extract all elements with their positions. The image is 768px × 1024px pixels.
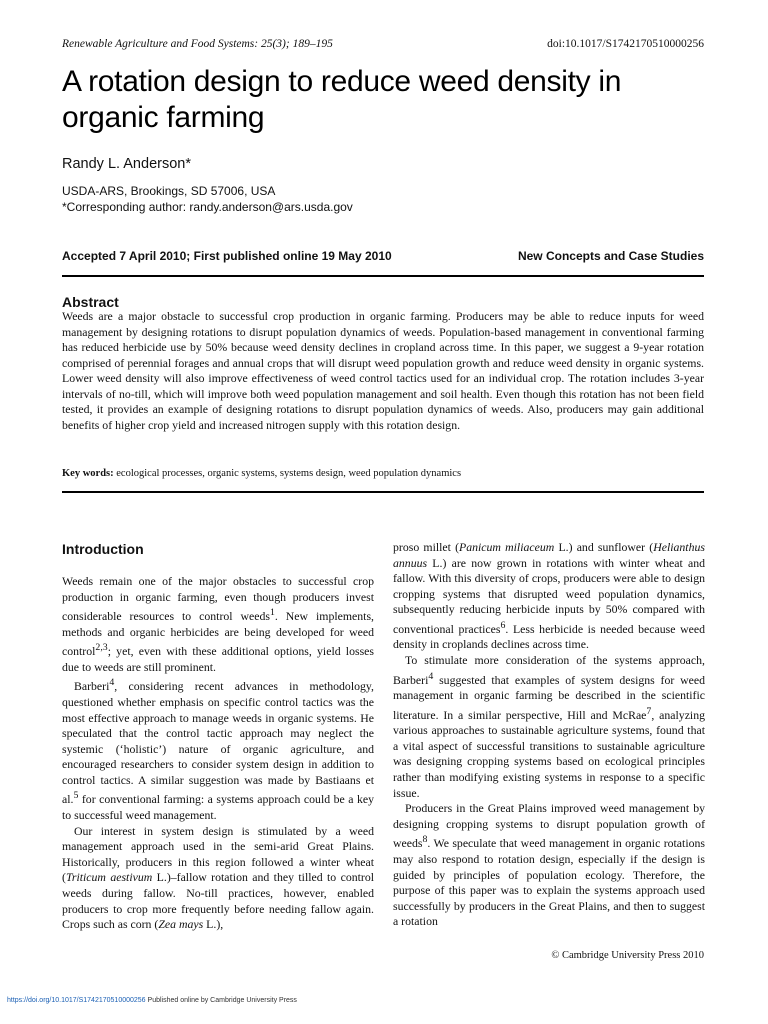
divider-top	[62, 275, 704, 277]
keywords	[62, 467, 704, 481]
paragraph: Barberi$^4$, considering recent advances in methodology, questioned whether emphasis on specific control tactics was the most effective approach to manage weeds in organic systems. He speculated that the control tactic approach may neglect the systemic (‘holistic’) nature of organic agriculture, and encouraged researchers to consider system design in addition to control tactics. A similar suggestion was made by Bastiaans et al.$^5$ for conventional farming: a systems approach could be a key to successful weed management.	[62, 677, 374, 822]
affiliation	[62, 183, 353, 215]
divider-bottom	[62, 491, 704, 493]
abstract-heading: Abstract	[62, 294, 119, 310]
publication-dates: Accepted 7 April 2010; First published online 19 May 2010	[62, 249, 392, 263]
paragraph: Our interest in system design is stimulated by a weed management approach used in the semi-arid Great Plains. Historically, producers in this region followed a winter wheat (Triticum aestivum L.)–fallow rotation and they tilled to control weeds during fallow. No-till practices, however, enabled producers to crop more frequently before needing fallow again. Crops such as corn (Zea mays L.),	[62, 823, 375, 932]
running-head	[62, 38, 704, 54]
article-category: New Concepts and Case Studies	[517, 249, 704, 263]
paragraph: To stimulate more consideration of the systems approach, Barberi$^4$ suggested that examples of system designs for weed management in organic farming be described in the scientific literature. In a similar perspective, Hill and McRae$^7$, analyzing various approaches to sustainable agriculture systems, found that a vital aspect of successful transitions to sustainable agriculture was designing cropping systems based on ecological principles rather than modifying existing systems in response to a specific issue.	[393, 653, 705, 800]
article-title: A rotation design to reduce weed density in organic farming	[62, 65, 622, 134]
author-name: Randy L. Anderson*	[62, 156, 191, 172]
footer	[7, 997, 297, 1004]
corresponding-author: *Corresponding author: randy.anderson@ars.usda.gov	[62, 200, 353, 214]
column-right	[393, 540, 705, 930]
publication-line	[62, 249, 704, 265]
section-heading-introduction: Introduction	[62, 541, 144, 557]
paragraph: Producers in the Great Plains improved weed management by designing cropping systems to disrupt population growth of weeds$^8$. We speculate that weed management in organic rotations may also respond to rotation design, especially if the design is guided by principles of population ecology. Therefore, the purpose of this paper was to explain the systems approach used successfully by producers in the Great Plains, and then to suggest a rotation	[393, 801, 705, 929]
column-left	[62, 540, 374, 933]
paragraph: Weeds remain one of the major obstacles to successful crop production in organic farming, even though producers invest considerable resources to control weeds$^1$. New implements, methods and organic herbicides are being developed for weed control$^{2,3}$; yet, even with these additional options, yield losses due to weeds are still prominent.	[62, 574, 374, 674]
copyright-notice: © Cambridge University Press 2010	[551, 950, 704, 961]
doi-label: doi:10.1017/S1742170510000256	[547, 38, 704, 50]
keywords-text: ecological processes, organic systems, systems design, weed population dynamics	[116, 468, 462, 479]
paragraph: proso millet (Panicum miliaceum L.) and sunflower (Helianthus annuus L.) are now grown in rotations with winter wheat and fallow. With this diversity of crops, producers were able to design cropping systems that disrupted weed population dynamics, subsequently reducing herbicide inputs by 50% compared with conventional practices$^6$. Less herbicide is needed because weed density in croplands declines across time.	[393, 540, 705, 652]
affiliation-address: USDA-ARS, Brookings, SD 57006, USA	[62, 184, 276, 198]
abstract-text: Weeds are a major obstacle to successful crop production in organic farming. Producers may be able to reduce inputs for weed management by designing rotations to disrupt population dynamics of weeds. Population-based management in conventional farming has reduced herbicide use by 50% because weed density declines in cropland across time. In this paper, we suggest a 9-year rotation comprised of perennial forages and annual crops that will disrupt weed population growth and reduce weed density in organic systems. Lower weed density will also improve effectiveness of weed control tactics used for an individual crop. The rotation includes 3-year intervals of no-till, which will improve both weed population management and soil health. Even though this rotation has not been field tested, it provides an example of designing rotations to disrupt population dynamics of weeds. Also, producers may gain additional benefits of higher crop yield and increased nitrogen supply with this rotation design.	[62, 309, 704, 432]
keywords-label: Key words:	[62, 468, 114, 479]
footer-text: Published online by Cambridge University Press	[145, 997, 297, 1004]
journal-citation: Renewable Agriculture and Food Systems: 25(3); 189–195	[62, 38, 333, 50]
doi-link[interactable]: https://doi.org/10.1017/S1742170510000256	[7, 997, 146, 1004]
